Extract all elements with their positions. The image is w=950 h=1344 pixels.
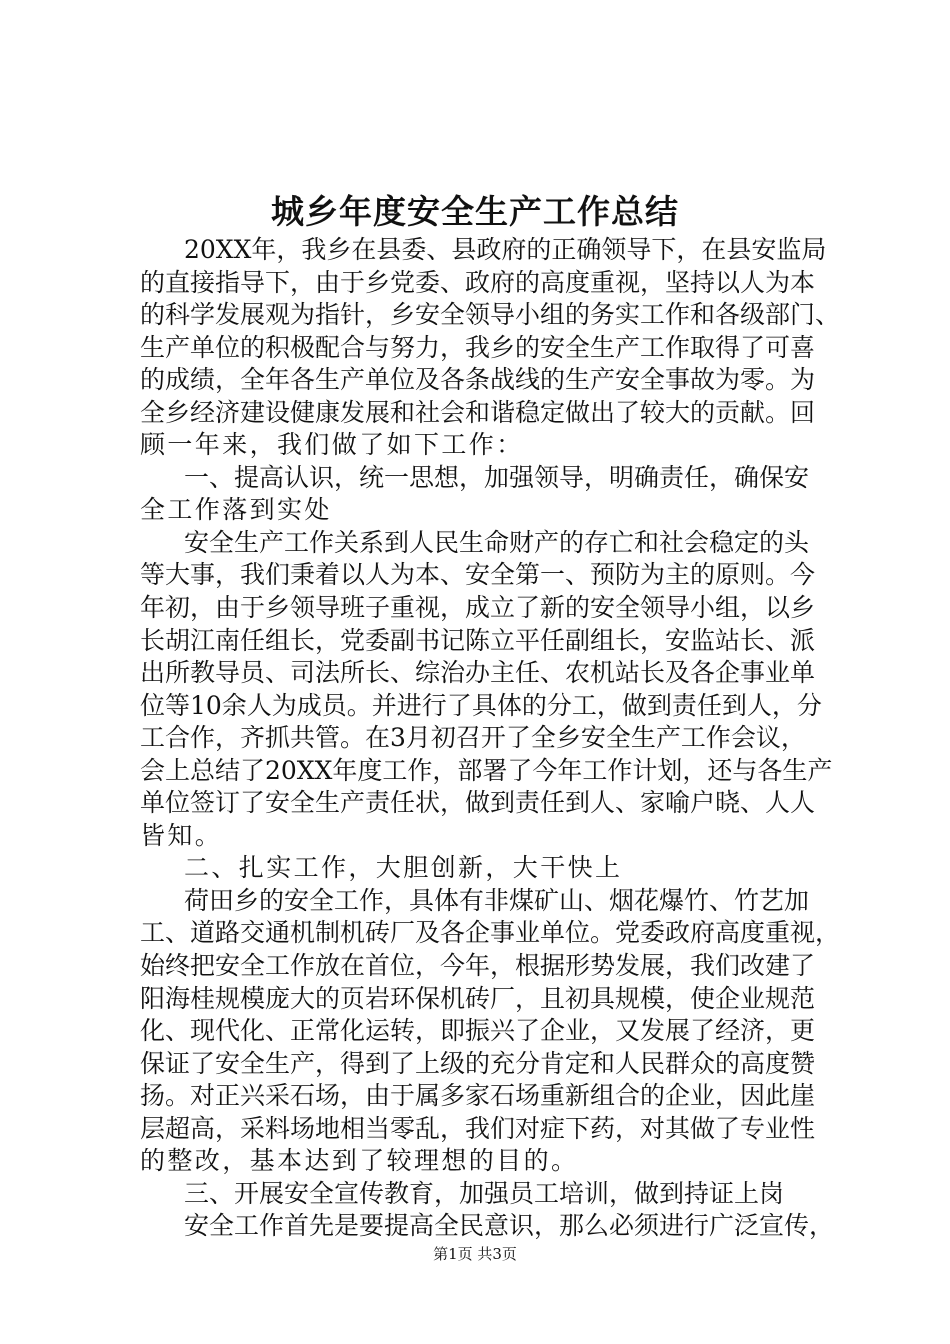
text-line: 位等10余人为成员。并进行了具体的分工，做到责任到人，分 [140,690,822,720]
text-line: 安全生产工作关系到人民生命财产的存亡和社会稳定的头 [184,527,810,557]
text-line: 的成绩，全年各生产单位及各条战线的生产安全事故为零。为 [140,365,816,395]
text-line: 工合作，齐抓共管。在3月初召开了全乡安全生产工作会议， [140,723,806,753]
text-line: 单位签订了安全生产责任状，做到责任到人、家喻户晓、人人 [140,788,816,818]
page-title: 城乡年度安全生产工作总结 [271,192,679,231]
text-line: 顾一年来，我们做了如下工作： [140,430,524,460]
text-line: 出所教导员、司法所长、综治办主任、农机站长及各企事业单 [140,658,816,688]
text-line: 安全工作首先是要提高全民意识，那么必须进行广泛宣传， [184,1211,835,1241]
text-line: 生产单位的积极配合与努力，我乡的安全生产工作取得了可喜 [140,332,816,362]
page-footer: 第1页 共3页 [433,1245,517,1263]
document-body [140,234,840,1243]
text-line: 等大事，我们秉着以人为本、安全第一、预防为主的原则。今 [140,560,816,590]
text-line: 三、开展安全宣传教育，加强员工培训，做到持证上岗 [184,1178,785,1208]
text-line: 长胡江南任组长，党委副书记陈立平任副组长，安监站长、派 [140,625,816,655]
text-line: 的直接指导下，由于乡党委、政府的高度重视，坚持以人为本 [140,267,816,297]
text-line: 年初，由于乡领导班子重视，成立了新的安全领导小组，以乡 [140,593,816,623]
text-line: 始终把安全工作放在首位，今年，根据形势发展，我们改建了 [140,951,816,981]
text-line: 一、提高认识，统一思想，加强领导，明确责任，确保安 [184,462,810,492]
text-line: 阳海桂规模庞大的页岩环保机砖厂，且初具规模，使企业规范 [140,983,816,1013]
text-line: 工、道路交通机制机砖厂及各企事业单位。党委政府高度重视， [140,918,841,948]
text-line: 20XX年，我乡在县委、县政府的正确领导下，在县安监局 [184,235,827,264]
text-line: 的整改，基本达到了较理想的目的。 [140,1146,579,1176]
text-line: 二、扎实工作，大胆创新，大干快上 [184,853,623,883]
text-line: 全工作落到实处 [140,495,332,525]
text-line: 的科学发展观为指针，乡安全领导小组的务实工作和各级部门、 [140,300,841,330]
text-line: 皆知。 [140,820,223,850]
text-line: 保证了安全生产，得到了上级的充分肯定和人民群众的高度赞 [140,1048,816,1078]
text-line: 全乡经济建设健康发展和社会和谐稳定做出了较大的贡献。回 [140,397,816,427]
text-line: 层超高，采料场地相当零乱，我们对症下药，对其做了专业性 [140,1113,816,1143]
text-line: 化、现代化、正常化运转，即振兴了企业，又发展了经济，更 [140,1016,816,1046]
text-line: 扬。对正兴采石场，由于属多家石场重新组合的企业，因此崖 [140,1081,816,1111]
text-line: 会上总结了20XX年度工作，部署了今年工作计划，还与各生产 [140,755,833,785]
text-line: 荷田乡的安全工作，具体有非煤矿山、烟花爆竹、竹艺加 [184,885,810,915]
